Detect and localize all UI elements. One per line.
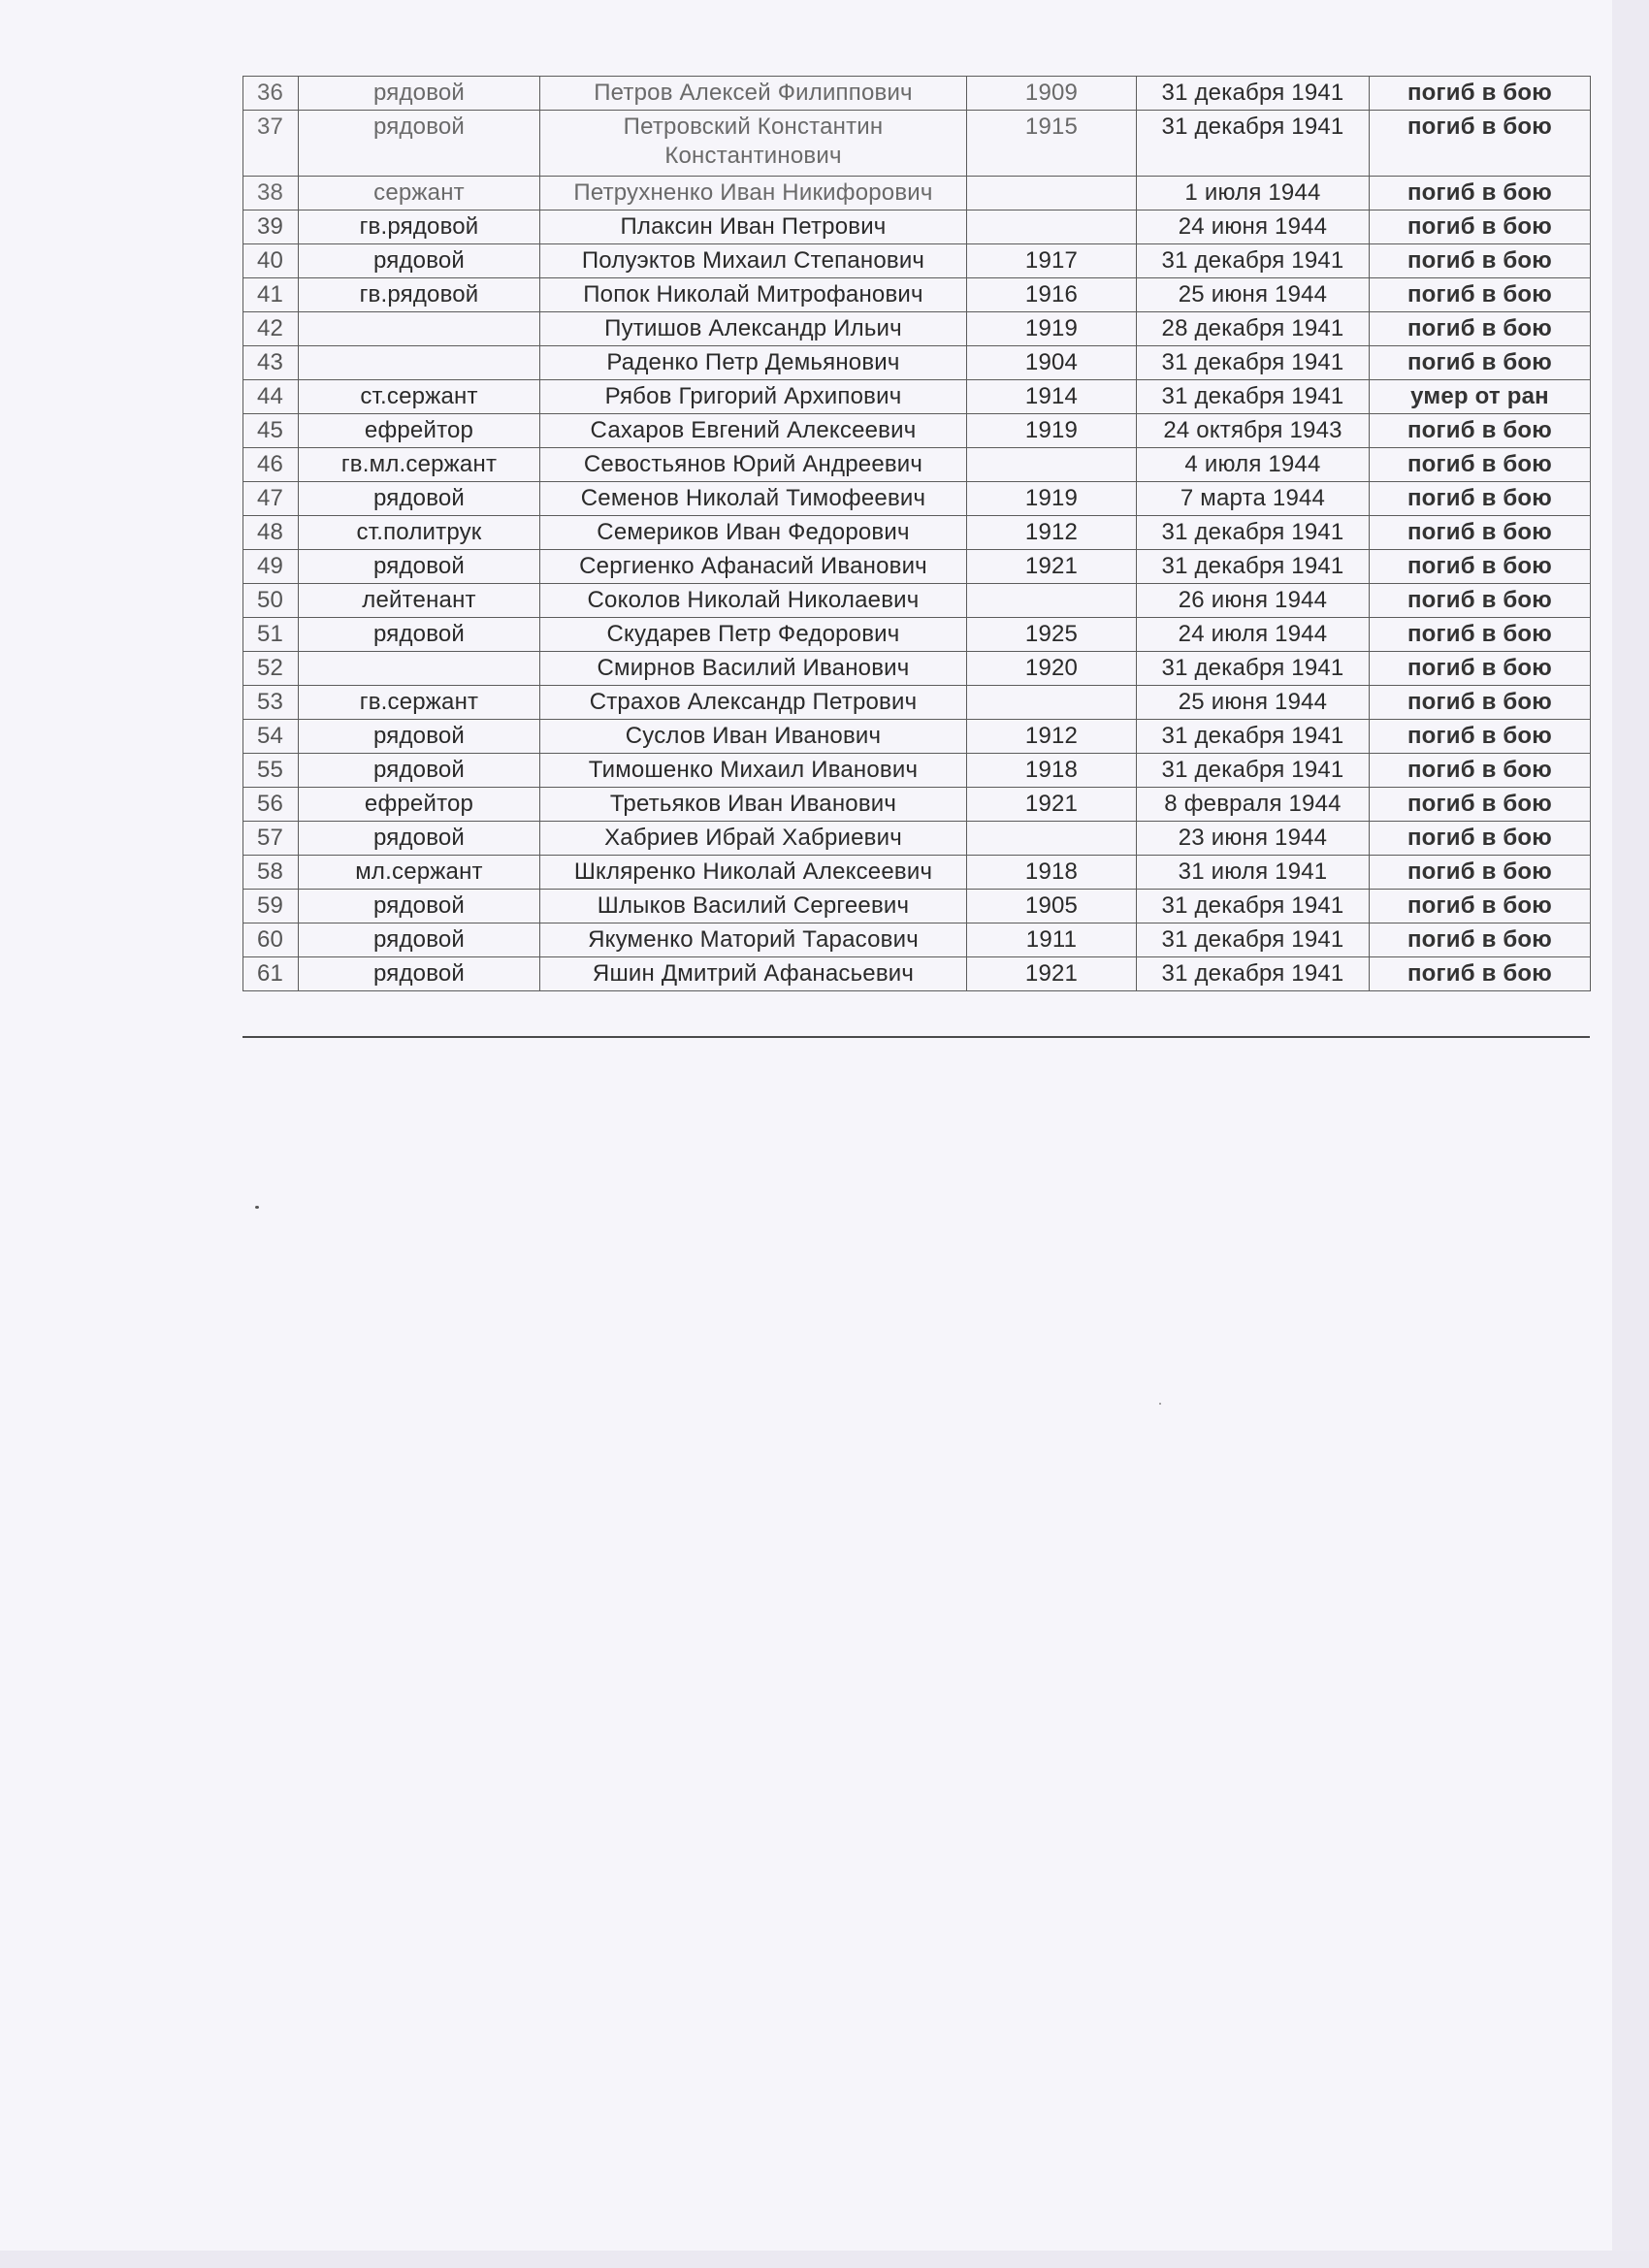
- cell-outcome: погиб в бою: [1370, 957, 1591, 991]
- cell-name: Якуменко Маторий Тарасович: [540, 923, 967, 957]
- cell-date-of-death: 31 декабря 1941: [1137, 890, 1370, 923]
- cell-outcome: умер от ран: [1370, 380, 1591, 414]
- cell-outcome: погиб в бою: [1370, 244, 1591, 278]
- cell-name: Скударев Петр Федорович: [540, 618, 967, 652]
- cell-number: 57: [243, 822, 299, 856]
- cell-name: Сахаров Евгений Алексеевич: [540, 414, 967, 448]
- table-row: [243, 923, 1591, 957]
- table-bottom-rule: [242, 1036, 1590, 1038]
- cell-birth-year: 1921: [967, 788, 1137, 822]
- cell-name: Рябов Григорий Архипович: [540, 380, 967, 414]
- cell-number: 40: [243, 244, 299, 278]
- cell-date-of-death: 23 июня 1944: [1137, 822, 1370, 856]
- cell-name: Семериков Иван Федорович: [540, 516, 967, 550]
- scan-edge: [1612, 0, 1649, 2268]
- cell-number: 41: [243, 278, 299, 312]
- cell-number: 49: [243, 550, 299, 584]
- cell-date-of-death: 26 июня 1944: [1137, 584, 1370, 618]
- cell-rank: рядовой: [299, 923, 540, 957]
- cell-number: 48: [243, 516, 299, 550]
- table-row: [243, 482, 1591, 516]
- cell-rank: рядовой: [299, 111, 540, 177]
- cell-outcome: погиб в бою: [1370, 788, 1591, 822]
- table-row: [243, 177, 1591, 211]
- cell-birth-year: [967, 822, 1137, 856]
- table-row: [243, 380, 1591, 414]
- cell-birth-year: 1921: [967, 957, 1137, 991]
- scan-speck: [255, 1206, 259, 1209]
- cell-birth-year: [967, 177, 1137, 211]
- cell-number: 43: [243, 346, 299, 380]
- cell-rank: мл.сержант: [299, 856, 540, 890]
- table-body: [243, 77, 1591, 991]
- cell-rank: рядовой: [299, 550, 540, 584]
- cell-date-of-death: 31 декабря 1941: [1137, 111, 1370, 177]
- cell-date-of-death: 31 декабря 1941: [1137, 652, 1370, 686]
- cell-date-of-death: 31 декабря 1941: [1137, 346, 1370, 380]
- cell-date-of-death: 31 декабря 1941: [1137, 923, 1370, 957]
- cell-date-of-death: 31 декабря 1941: [1137, 77, 1370, 111]
- cell-name: Сергиенко Афанасий Иванович: [540, 550, 967, 584]
- cell-outcome: погиб в бою: [1370, 278, 1591, 312]
- cell-birth-year: 1905: [967, 890, 1137, 923]
- table-row: [243, 516, 1591, 550]
- cell-date-of-death: 24 июля 1944: [1137, 618, 1370, 652]
- cell-date-of-death: 31 декабря 1941: [1137, 516, 1370, 550]
- cell-outcome: погиб в бою: [1370, 346, 1591, 380]
- cell-number: 59: [243, 890, 299, 923]
- cell-number: 46: [243, 448, 299, 482]
- cell-rank: лейтенант: [299, 584, 540, 618]
- cell-rank: ст.сержант: [299, 380, 540, 414]
- table-row: [243, 346, 1591, 380]
- cell-outcome: погиб в бою: [1370, 177, 1591, 211]
- cell-birth-year: [967, 686, 1137, 720]
- cell-outcome: погиб в бою: [1370, 516, 1591, 550]
- table-row: [243, 278, 1591, 312]
- cell-date-of-death: 4 июля 1944: [1137, 448, 1370, 482]
- cell-outcome: погиб в бою: [1370, 720, 1591, 754]
- cell-outcome: погиб в бою: [1370, 550, 1591, 584]
- cell-birth-year: 1917: [967, 244, 1137, 278]
- cell-name: Путишов Александр Ильич: [540, 312, 967, 346]
- table-row: [243, 652, 1591, 686]
- cell-outcome: погиб в бою: [1370, 890, 1591, 923]
- cell-birth-year: [967, 448, 1137, 482]
- table-row: [243, 584, 1591, 618]
- cell-rank: рядовой: [299, 77, 540, 111]
- cell-outcome: погиб в бою: [1370, 584, 1591, 618]
- cell-birth-year: 1919: [967, 414, 1137, 448]
- cell-date-of-death: 7 марта 1944: [1137, 482, 1370, 516]
- cell-date-of-death: 1 июля 1944: [1137, 177, 1370, 211]
- cell-rank: гв.рядовой: [299, 278, 540, 312]
- cell-name: Раденко Петр Демьянович: [540, 346, 967, 380]
- cell-outcome: погиб в бою: [1370, 111, 1591, 177]
- cell-name: Третьяков Иван Иванович: [540, 788, 967, 822]
- cell-name: Соколов Николай Николаевич: [540, 584, 967, 618]
- cell-birth-year: 1925: [967, 618, 1137, 652]
- cell-outcome: погиб в бою: [1370, 414, 1591, 448]
- cell-rank: рядовой: [299, 244, 540, 278]
- table-row: [243, 957, 1591, 991]
- cell-date-of-death: 31 декабря 1941: [1137, 380, 1370, 414]
- cell-number: 55: [243, 754, 299, 788]
- cell-rank: рядовой: [299, 890, 540, 923]
- cell-date-of-death: 31 декабря 1941: [1137, 244, 1370, 278]
- cell-number: 54: [243, 720, 299, 754]
- cell-rank: рядовой: [299, 720, 540, 754]
- cell-date-of-death: 31 июля 1941: [1137, 856, 1370, 890]
- cell-rank: рядовой: [299, 957, 540, 991]
- cell-name: Полуэктов Михаил Степанович: [540, 244, 967, 278]
- cell-outcome: погиб в бою: [1370, 618, 1591, 652]
- cell-rank: рядовой: [299, 618, 540, 652]
- cell-outcome: погиб в бою: [1370, 652, 1591, 686]
- cell-number: 42: [243, 312, 299, 346]
- cell-name: Хабриев Ибрай Хабриевич: [540, 822, 967, 856]
- cell-number: 44: [243, 380, 299, 414]
- table-row: [243, 618, 1591, 652]
- cell-birth-year: 1912: [967, 720, 1137, 754]
- table-row: [243, 312, 1591, 346]
- cell-date-of-death: 31 декабря 1941: [1137, 957, 1370, 991]
- cell-rank: гв.сержант: [299, 686, 540, 720]
- cell-outcome: погиб в бою: [1370, 312, 1591, 346]
- table-row: [243, 77, 1591, 111]
- cell-outcome: погиб в бою: [1370, 77, 1591, 111]
- cell-name: Шкляренко Николай Алексеевич: [540, 856, 967, 890]
- cell-birth-year: 1919: [967, 482, 1137, 516]
- table-row: [243, 111, 1591, 177]
- cell-outcome: погиб в бою: [1370, 482, 1591, 516]
- cell-rank: сержант: [299, 177, 540, 211]
- cell-rank: гв.рядовой: [299, 211, 540, 244]
- cell-outcome: погиб в бою: [1370, 211, 1591, 244]
- cell-date-of-death: 24 октября 1943: [1137, 414, 1370, 448]
- cell-outcome: погиб в бою: [1370, 448, 1591, 482]
- cell-birth-year: 1920: [967, 652, 1137, 686]
- cell-name: Петрухненко Иван Никифорович: [540, 177, 967, 211]
- cell-rank: [299, 652, 540, 686]
- cell-date-of-death: 25 июня 1944: [1137, 686, 1370, 720]
- cell-birth-year: 1904: [967, 346, 1137, 380]
- table-row: [243, 856, 1591, 890]
- cell-rank: [299, 346, 540, 380]
- cell-rank: ефрейтор: [299, 414, 540, 448]
- cell-number: 37: [243, 111, 299, 177]
- cell-date-of-death: 31 декабря 1941: [1137, 720, 1370, 754]
- cell-date-of-death: 8 февраля 1944: [1137, 788, 1370, 822]
- scan-speck: [1159, 1403, 1161, 1405]
- cell-name: Семенов Николай Тимофеевич: [540, 482, 967, 516]
- cell-number: 38: [243, 177, 299, 211]
- table-row: [243, 550, 1591, 584]
- cell-date-of-death: 24 июня 1944: [1137, 211, 1370, 244]
- cell-number: 56: [243, 788, 299, 822]
- cell-number: 52: [243, 652, 299, 686]
- scan-edge: [0, 2251, 1649, 2268]
- cell-name: Попок Николай Митрофанович: [540, 278, 967, 312]
- table-row: [243, 211, 1591, 244]
- cell-name: Тимошенко Михаил Иванович: [540, 754, 967, 788]
- cell-birth-year: [967, 211, 1137, 244]
- table-row: [243, 720, 1591, 754]
- table-row: [243, 788, 1591, 822]
- cell-number: 53: [243, 686, 299, 720]
- cell-rank: рядовой: [299, 822, 540, 856]
- cell-rank: ефрейтор: [299, 788, 540, 822]
- cell-date-of-death: 28 декабря 1941: [1137, 312, 1370, 346]
- cell-number: 51: [243, 618, 299, 652]
- cell-number: 61: [243, 957, 299, 991]
- cell-rank: [299, 312, 540, 346]
- table-row: [243, 754, 1591, 788]
- table-row: [243, 890, 1591, 923]
- cell-rank: гв.мл.сержант: [299, 448, 540, 482]
- table-row: [243, 414, 1591, 448]
- cell-birth-year: 1915: [967, 111, 1137, 177]
- cell-name: Петров Алексей Филиппович: [540, 77, 967, 111]
- cell-number: 39: [243, 211, 299, 244]
- table-row: [243, 448, 1591, 482]
- cell-outcome: погиб в бою: [1370, 686, 1591, 720]
- cell-birth-year: 1919: [967, 312, 1137, 346]
- cell-rank: рядовой: [299, 754, 540, 788]
- cell-number: 58: [243, 856, 299, 890]
- cell-number: 45: [243, 414, 299, 448]
- cell-name: Суслов Иван Иванович: [540, 720, 967, 754]
- cell-outcome: погиб в бою: [1370, 923, 1591, 957]
- cell-number: 47: [243, 482, 299, 516]
- cell-number: 36: [243, 77, 299, 111]
- cell-birth-year: 1918: [967, 856, 1137, 890]
- cell-outcome: погиб в бою: [1370, 754, 1591, 788]
- cell-date-of-death: 31 декабря 1941: [1137, 550, 1370, 584]
- cell-birth-year: 1914: [967, 380, 1137, 414]
- cell-rank: ст.политрук: [299, 516, 540, 550]
- cell-number: 60: [243, 923, 299, 957]
- cell-date-of-death: 31 декабря 1941: [1137, 754, 1370, 788]
- cell-number: 50: [243, 584, 299, 618]
- table-row: [243, 686, 1591, 720]
- cell-name: Смирнов Василий Иванович: [540, 652, 967, 686]
- cell-birth-year: 1911: [967, 923, 1137, 957]
- cell-rank: рядовой: [299, 482, 540, 516]
- cell-name: Петровский Константин Константинович: [540, 111, 967, 177]
- cell-outcome: погиб в бою: [1370, 822, 1591, 856]
- casualty-table: [242, 76, 1591, 991]
- table-row: [243, 822, 1591, 856]
- cell-name: Страхов Александр Петрович: [540, 686, 967, 720]
- cell-birth-year: 1921: [967, 550, 1137, 584]
- cell-name: Шлыков Василий Сергеевич: [540, 890, 967, 923]
- cell-birth-year: [967, 584, 1137, 618]
- cell-birth-year: 1912: [967, 516, 1137, 550]
- cell-outcome: погиб в бою: [1370, 856, 1591, 890]
- cell-name: Яшин Дмитрий Афанасьевич: [540, 957, 967, 991]
- cell-date-of-death: 25 июня 1944: [1137, 278, 1370, 312]
- cell-birth-year: 1909: [967, 77, 1137, 111]
- cell-name: Плаксин Иван Петрович: [540, 211, 967, 244]
- table-row: [243, 244, 1591, 278]
- cell-birth-year: 1916: [967, 278, 1137, 312]
- cell-birth-year: 1918: [967, 754, 1137, 788]
- cell-name: Севостьянов Юрий Андреевич: [540, 448, 967, 482]
